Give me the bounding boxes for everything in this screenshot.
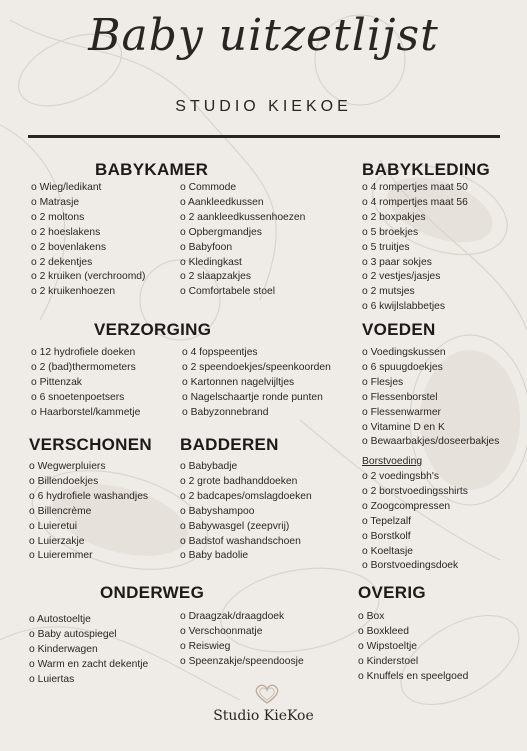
list-item: o Borstvoedingsdoek xyxy=(362,559,468,574)
footer-brand: Studio KieKoe xyxy=(213,708,314,724)
list-item: o Badstof washandschoen xyxy=(180,535,312,550)
list-item: o Warm en zacht dekentje xyxy=(29,658,148,673)
heart-logo-icon xyxy=(253,683,281,705)
list-item: o Kartonnen nagelvijltjes xyxy=(182,376,331,391)
list-item: o Draagzak/draagdoek xyxy=(180,610,304,625)
voeden-list xyxy=(362,346,499,450)
list-item: o 2 hoeslakens xyxy=(31,226,145,241)
list-item: o Opbergmandjes xyxy=(180,226,305,241)
section-heading-onderweg: ONDERWEG xyxy=(100,583,205,602)
list-item: o Tepelzalf xyxy=(362,515,468,530)
list-item: o Vitamine D en K xyxy=(362,421,499,436)
verzorging-list-right xyxy=(182,346,331,421)
list-item: o 2 voedingsbh's xyxy=(362,470,468,485)
list-item: o Koeltasje xyxy=(362,545,468,560)
list-item: o Billencrème xyxy=(29,505,148,520)
list-item: o 2 dekentjes xyxy=(31,256,145,271)
list-item: o 3 paar sokjes xyxy=(362,256,468,271)
list-item: o 2 grote badhanddoeken xyxy=(180,475,312,490)
verschonen-list xyxy=(29,460,148,564)
list-item: o 6 hydrofiele washandjes xyxy=(29,490,148,505)
list-item: o Kinderwagen xyxy=(29,643,148,658)
list-item: o 4 fopspeentjes xyxy=(182,346,331,361)
list-item: o 4 rompertjes maat 50 xyxy=(362,181,468,196)
list-item: o Babybadje xyxy=(180,460,312,475)
overig-list xyxy=(358,610,468,685)
list-item: o Autostoeltje xyxy=(29,613,148,628)
list-item: o Kinderstoel xyxy=(358,655,468,670)
list-item: o Wipstoeltje xyxy=(358,640,468,655)
list-item: o Baby autospiegel xyxy=(29,628,148,643)
list-item: o Babyzonnebrand xyxy=(182,406,331,421)
list-item: o Flesjes xyxy=(362,376,499,391)
list-item: o Nagelschaartje ronde punten xyxy=(182,391,331,406)
verzorging-list-left xyxy=(31,346,140,421)
section-heading-overig: OVERIG xyxy=(358,583,426,602)
list-item: o 2 mutsjes xyxy=(362,285,468,300)
list-item: o Voedingskussen xyxy=(362,346,499,361)
list-item: o Bewaarbakjes/doseerbakjes xyxy=(362,435,499,450)
list-item: o 2 speendoekjes/speenkoorden xyxy=(182,361,331,376)
onderweg-list-left xyxy=(29,613,148,688)
list-item: o Wieg/ledikant xyxy=(31,181,145,196)
section-heading-babykleding: BABYKLEDING xyxy=(362,160,490,179)
babykamer-list-left xyxy=(31,181,145,300)
list-item: o 2 badcapes/omslagdoeken xyxy=(180,490,312,505)
list-item: o Comfortabele stoel xyxy=(180,285,305,300)
list-item: o 5 truitjes xyxy=(362,241,468,256)
onderweg-list-right xyxy=(180,610,304,670)
list-item: o Luierzakje xyxy=(29,535,148,550)
list-item: o Billendoekjes xyxy=(29,475,148,490)
list-item: o Verschoonmatje xyxy=(180,625,304,640)
list-item: o Baby badolie xyxy=(180,549,312,564)
list-item: o Kledingkast xyxy=(180,256,305,271)
list-item: o 6 spuugdoekjes xyxy=(362,361,499,376)
list-item: o Luiertas xyxy=(29,673,148,688)
babykleding-list xyxy=(362,181,468,315)
list-item: o Babyshampoo xyxy=(180,505,312,520)
list-item: o 2 kruiken (verchroomd) xyxy=(31,270,145,285)
list-item: o Boxkleed xyxy=(358,625,468,640)
title-divider xyxy=(28,135,500,138)
list-item: o Babywasgel (zeepvrij) xyxy=(180,520,312,535)
list-item: o Zoogcompressen xyxy=(362,500,468,515)
list-item: o 2 kruikenhoezen xyxy=(31,285,145,300)
list-item: o Box xyxy=(358,610,468,625)
list-item: o 6 kwijlslabbetjes xyxy=(362,300,468,315)
section-heading-verzorging: VERZORGING xyxy=(94,320,212,339)
section-heading-babykamer: BABYKAMER xyxy=(95,160,209,179)
list-item: o Reiswieg xyxy=(180,640,304,655)
list-item: o 2 slaapzakjes xyxy=(180,270,305,285)
borstvoeding-sublabel: Borstvoeding xyxy=(362,456,423,467)
list-item: o Luieretui xyxy=(29,520,148,535)
list-item: o 2 aankleedkussenhoezen xyxy=(180,211,305,226)
list-item: o Matrasje xyxy=(31,196,145,211)
babykamer-list-right xyxy=(180,181,305,300)
list-item: o 2 borstvoedingsshirts xyxy=(362,485,468,500)
list-item: o 12 hydrofiele doeken xyxy=(31,346,140,361)
list-item: o 2 boxpakjes xyxy=(362,211,468,226)
section-heading-badderen: BADDEREN xyxy=(180,435,279,454)
section-heading-voeden: VOEDEN xyxy=(362,320,436,339)
list-item: o Speenzakje/speendoosje xyxy=(180,655,304,670)
list-item: o Aankleedkussen xyxy=(180,196,305,211)
list-item: o Haarborstel/kammetje xyxy=(31,406,140,421)
list-item: o Commode xyxy=(180,181,305,196)
list-item: o Luieremmer xyxy=(29,549,148,564)
list-item: o Flessenwarmer xyxy=(362,406,499,421)
badderen-list xyxy=(180,460,312,564)
page-subtitle: STUDIO KIEKOE xyxy=(175,98,352,115)
list-item: o Flessenborstel xyxy=(362,391,499,406)
list-item: o 4 rompertjes maat 56 xyxy=(362,196,468,211)
list-item: o Knuffels en speelgoed xyxy=(358,670,468,685)
borstvoeding-list xyxy=(362,470,468,574)
list-item: o Wegwerpluiers xyxy=(29,460,148,475)
list-item: o Babyfoon xyxy=(180,241,305,256)
list-item: o 2 moltons xyxy=(31,211,145,226)
list-item: o 2 (bad)thermometers xyxy=(31,361,140,376)
page-title: Baby uitzetlijst xyxy=(88,10,439,61)
list-item: o 2 bovenlakens xyxy=(31,241,145,256)
section-heading-verschonen: VERSCHONEN xyxy=(29,435,152,454)
list-item: o 6 snoetenpoetsers xyxy=(31,391,140,406)
list-item: o Pittenzak xyxy=(31,376,140,391)
list-item: o 2 vestjes/jasjes xyxy=(362,270,468,285)
list-item: o 5 broekjes xyxy=(362,226,468,241)
list-item: o Borstkolf xyxy=(362,530,468,545)
